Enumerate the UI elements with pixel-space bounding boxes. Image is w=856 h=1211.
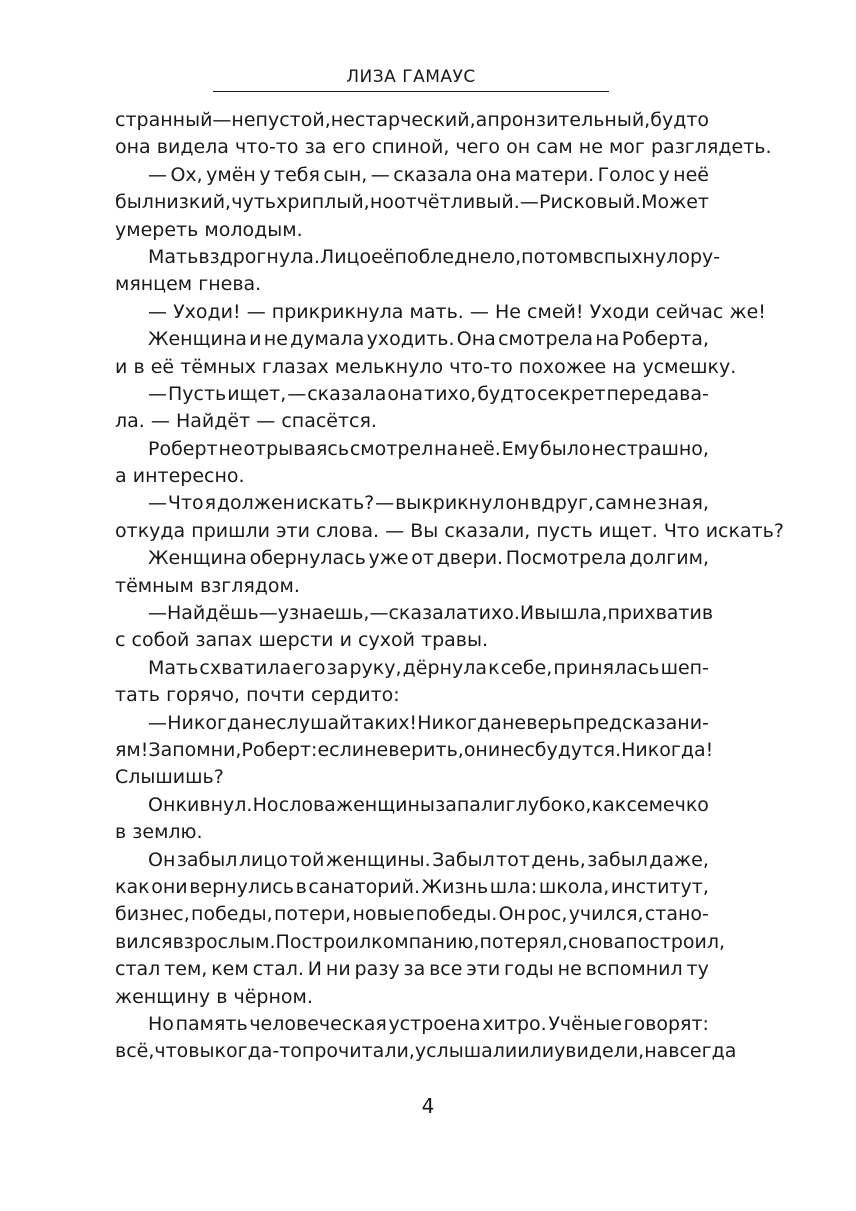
body-text bbox=[115, 107, 784, 1066]
text-line: Но память человеческая устроена хитро. Учёные говорят: bbox=[148, 1012, 709, 1035]
text-line: всё, что вы когда-то прочитали, услышали или увидели, навсегда bbox=[115, 1040, 737, 1063]
text-line: женщину в чёрном. bbox=[115, 985, 313, 1008]
text-line: с собой запах шерсти и сухой травы. bbox=[115, 629, 489, 652]
text-line: как они вернулись в санаторий. Жизнь шла: школа, институт, bbox=[115, 875, 709, 898]
text-line: Он кивнул. Но слова женщины запали глубоко, как семечко bbox=[148, 793, 709, 816]
text-line: был низкий, чуть хриплый, но отчётливый. — Рисковый. Может bbox=[115, 191, 709, 214]
text-line: умереть молодым. bbox=[115, 218, 303, 241]
text-line: и в её тёмных глазах мелькнуло что-то похожее на усмешку. bbox=[115, 355, 737, 378]
text-line: вился взрослым. Построил компанию, потерял, снова построил, bbox=[115, 930, 726, 953]
text-line: — Ох, умён у тебя сын, — сказала она матери. Голос у неё bbox=[148, 163, 709, 186]
text-line: мянцем гнева. bbox=[115, 273, 262, 296]
text-line: Женщина и не думала уходить. Она смотрела на Роберта, bbox=[148, 328, 709, 351]
text-line: она видела что-то за его спиной, чего он сам не мог разглядеть. bbox=[115, 136, 772, 159]
text-line: ям! Запомни, Роберт: если не верить, они не сбудутся. Никогда! bbox=[115, 738, 714, 761]
text-line: тёмным взглядом. bbox=[115, 574, 300, 597]
text-line: — Что я должен искать? — выкрикнул он вдруг, сам не зная, bbox=[148, 492, 709, 515]
text-line: — Уходи! — прикрикнула мать. — Не смей! Уходи сейчас же! bbox=[148, 300, 766, 323]
text-line: Он забыл лицо той женщины. Забыл тот день, забыл даже, bbox=[148, 848, 709, 871]
header-rule bbox=[213, 91, 609, 92]
text-line: Женщина обернулась уже от двери. Посмотрела долгим, bbox=[148, 547, 709, 570]
text-line: странный — не пустой, не старческий, а пронзительный, будто bbox=[115, 109, 710, 131]
page-number: 4 bbox=[421, 1094, 435, 1118]
text-line: Мать схватила его за руку, дёрнула к себе, принялась шеп- bbox=[148, 656, 709, 679]
text-line: ла. — Найдёт — спасётся. bbox=[115, 410, 377, 433]
text-line: — Найдёшь — узнаешь, — сказала тихо. И вышла, прихватив bbox=[148, 602, 714, 625]
text-line: — Пусть ищет, — сказала она тихо, будто секрет передава- bbox=[148, 382, 709, 405]
text-line: откуда пришли эти слова. — Вы сказали, пусть ищет. Что искать? bbox=[115, 519, 784, 542]
text-line: в землю. bbox=[115, 821, 203, 844]
text-line: — Никогда не слушай таких! Никогда не верь предсказани- bbox=[148, 711, 709, 734]
text-line: Слышишь? bbox=[115, 766, 224, 789]
text-line: Роберт не отрываясь смотрел на неё. Ему было не страшно, bbox=[148, 437, 709, 460]
text-line: тать горячо, почти сердито: bbox=[115, 684, 400, 707]
text-line: Мать вздрогнула. Лицо её побледнело, потом вспыхнуло ру- bbox=[148, 245, 721, 268]
text-line: бизнес, победы, потери, новые победы. Он рос, учился, стано- bbox=[115, 903, 709, 926]
text-line: а интересно. bbox=[115, 465, 245, 488]
text-line: стал тем, кем стал. И ни разу за все эти годы не вспомнил ту bbox=[115, 958, 709, 981]
running-header-author: ЛИЗА ГАМАУС bbox=[346, 67, 476, 87]
